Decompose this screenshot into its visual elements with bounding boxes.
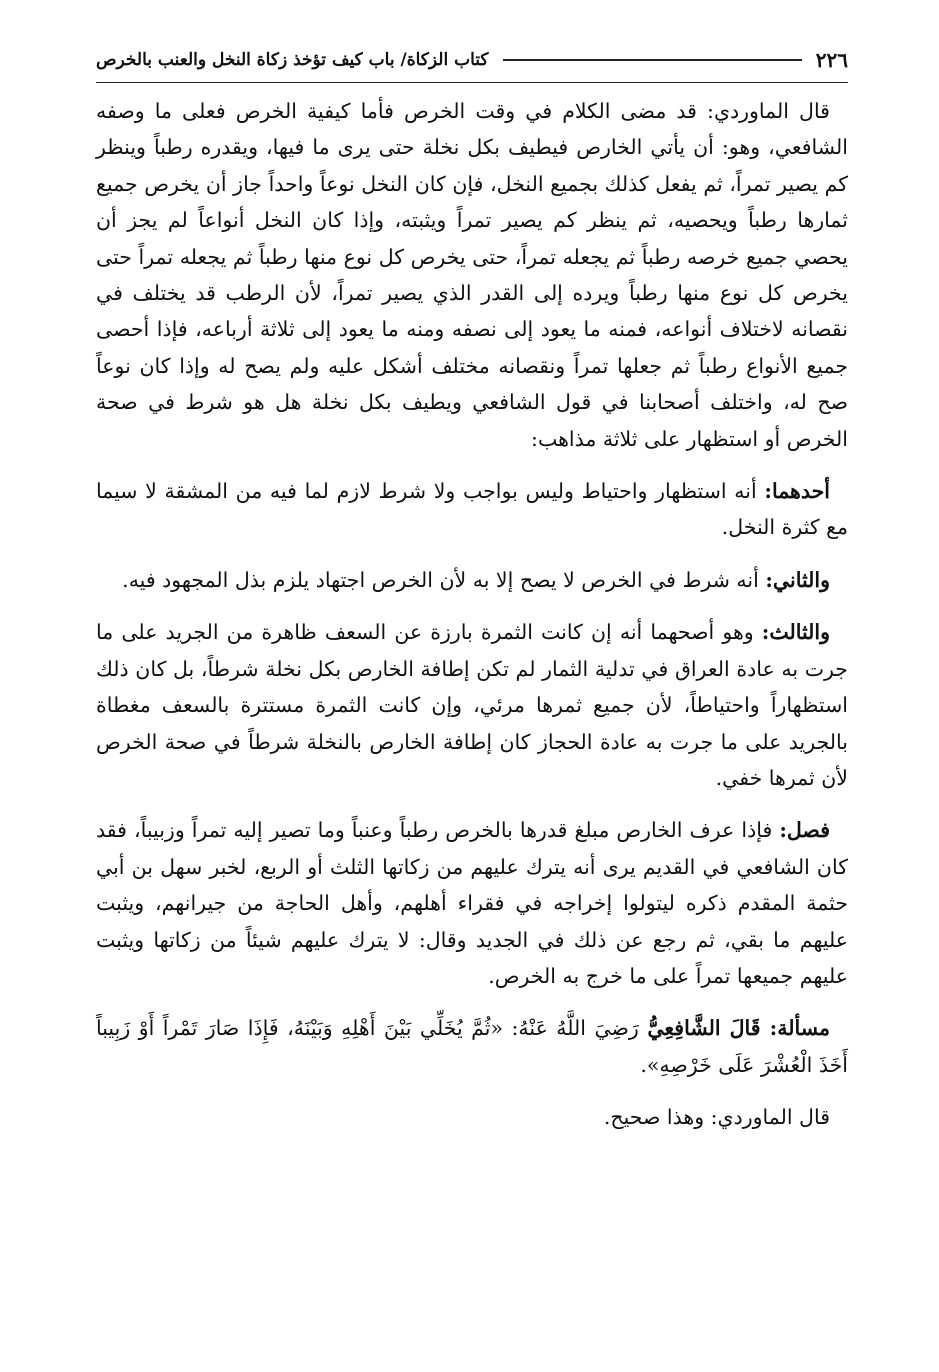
paragraph-6 — [96, 1010, 848, 1083]
running-title: كتاب الزكاة/ باب كيف تؤخذ زكاة النخل والعنب بالخرص — [96, 50, 489, 70]
paragraph-5 — [96, 812, 848, 994]
paragraph-3-text: أنه شرط في الخرص لا يصح إلا به لأن الخرص اجتهاد يلزم بذل المجهود فيه. — [122, 567, 759, 592]
paragraph-5-lead: فصل: — [779, 818, 830, 843]
paragraph-4-text: وهو أصحهما أنه إن كانت الثمرة بارزة عن السعف ظاهرة من الجريد على ما جرت به عادة العراق في تدلية الثمار لم تكن إطافة الخارص بكل نخلة شرطاً، بل كان ذلك استظهاراً واحتياطاً، لأن جميع ثمرها مرئي، وإن كانت الثمرة مستترة بالسعف مغطاة بالجريد على ما جرت به عادة الحجاز كان إطافة الخارص بالنخلة شرطاً في صحة الخرص لأن ثمرها خفي. — [96, 620, 848, 790]
paragraph-6-text: رَضِيَ اللَّهُ عَنْهُ: «ثُمَّ يُخَلِّي بَيْنَ أَهْلِهِ وَبَيْنَهُ، فَإِذَا صَارَ تَمْراً أَوْ زَبِيباً أَخَذَ الْعُشْرَ عَلَى خَرْصِهِ». — [96, 1016, 848, 1077]
paragraph-3-lead: والثاني: — [765, 567, 830, 592]
paragraph-4-lead: والثالث: — [761, 620, 830, 645]
paragraph-2-text: أنه استظهار واحتياط وليس بواجب ولا شرط لازم لما فيه من المشقة لا سيما مع كثرة النخل. — [96, 479, 848, 540]
paragraph-5-text: فإذا عرف الخارص مبلغ قدرها بالخرص رطباً وعنباً وما تصير إليه تمراً وزبيباً، فقد كان الشافعي في القديم يرى أنه يترك عليهم من زكاتها الثلث أو الربع، لخبر سهل بن أبي حثمة المقدم ذكره ليتولوا إخراجه في فقراء أهلهم، وأهل الحاجة من جيرانهم، ويثبت عليهم ما بقي، ثم رجع عن ذلك في الجديد وقال: لا يترك عليهم شيئاً من زكاتها ويثبت عليهم جميعها تمراً على ما خرج به الخرص. — [96, 818, 848, 988]
paragraph-4 — [96, 614, 848, 796]
page-number: ٢٢٦ — [815, 48, 848, 72]
paragraph-7: قال الماوردي: وهذا صحيح. — [603, 1105, 830, 1130]
paragraph-2 — [96, 473, 848, 546]
book-page — [96, 40, 848, 1136]
running-header — [96, 40, 848, 83]
paragraph-3 — [96, 562, 848, 598]
paragraph-2-lead: أحدهما: — [764, 479, 830, 504]
header-rule — [503, 59, 802, 61]
paragraph-1: قال الماوردي: قد مضى الكلام في وقت الخرص فأما كيفية الخرص فعلى ما وصفه الشافعي، وهو: أن يأتي الخارص فيطيف بكل نخلة حتى يرى ما فيها، ويقدره رطباً وينظر كم يصير تمراً، ثم يفعل كذلك بجميع النخل، فإن كان النخل نوعاً واحداً جاز أن يخرص جميع ثمارها رطباً ويحصيه، ثم ينظر كم يصير تمراً ويثبته، وإذا كان النخل أنواعاً لم يجز أن يحصي جميع خرصه رطباً ثم يجعله تمراً، حتى يخرص كل نوع منها رطباً ثم يجعله تمراً حتى يخرص كل نوع منها رطباً ويرده إلى القدر الذي يصير تمراً، لأن الرطب قد يختلف في نقصانه لاختلاف أنواعه، فمنه ما يعود إلى نصفه ومنه ما يعود إلى ثلاثة أرباعه، فإذا أحصى جميع الأنواع رطباً ثم جعلها تمراً ونقصانه مختلف أشكل عليه ولم يصح له وإذا كان نوعاً صح له، واختلف أصحابنا في قول الشافعي ويطيف بكل نخلة هل هو شرط في صحة الخرص أو استظهار على ثلاثة مذاهب: — [96, 99, 848, 451]
paragraph-6-lead: مسألة: قَالَ الشَّافِعِيُّ — [647, 1016, 830, 1041]
